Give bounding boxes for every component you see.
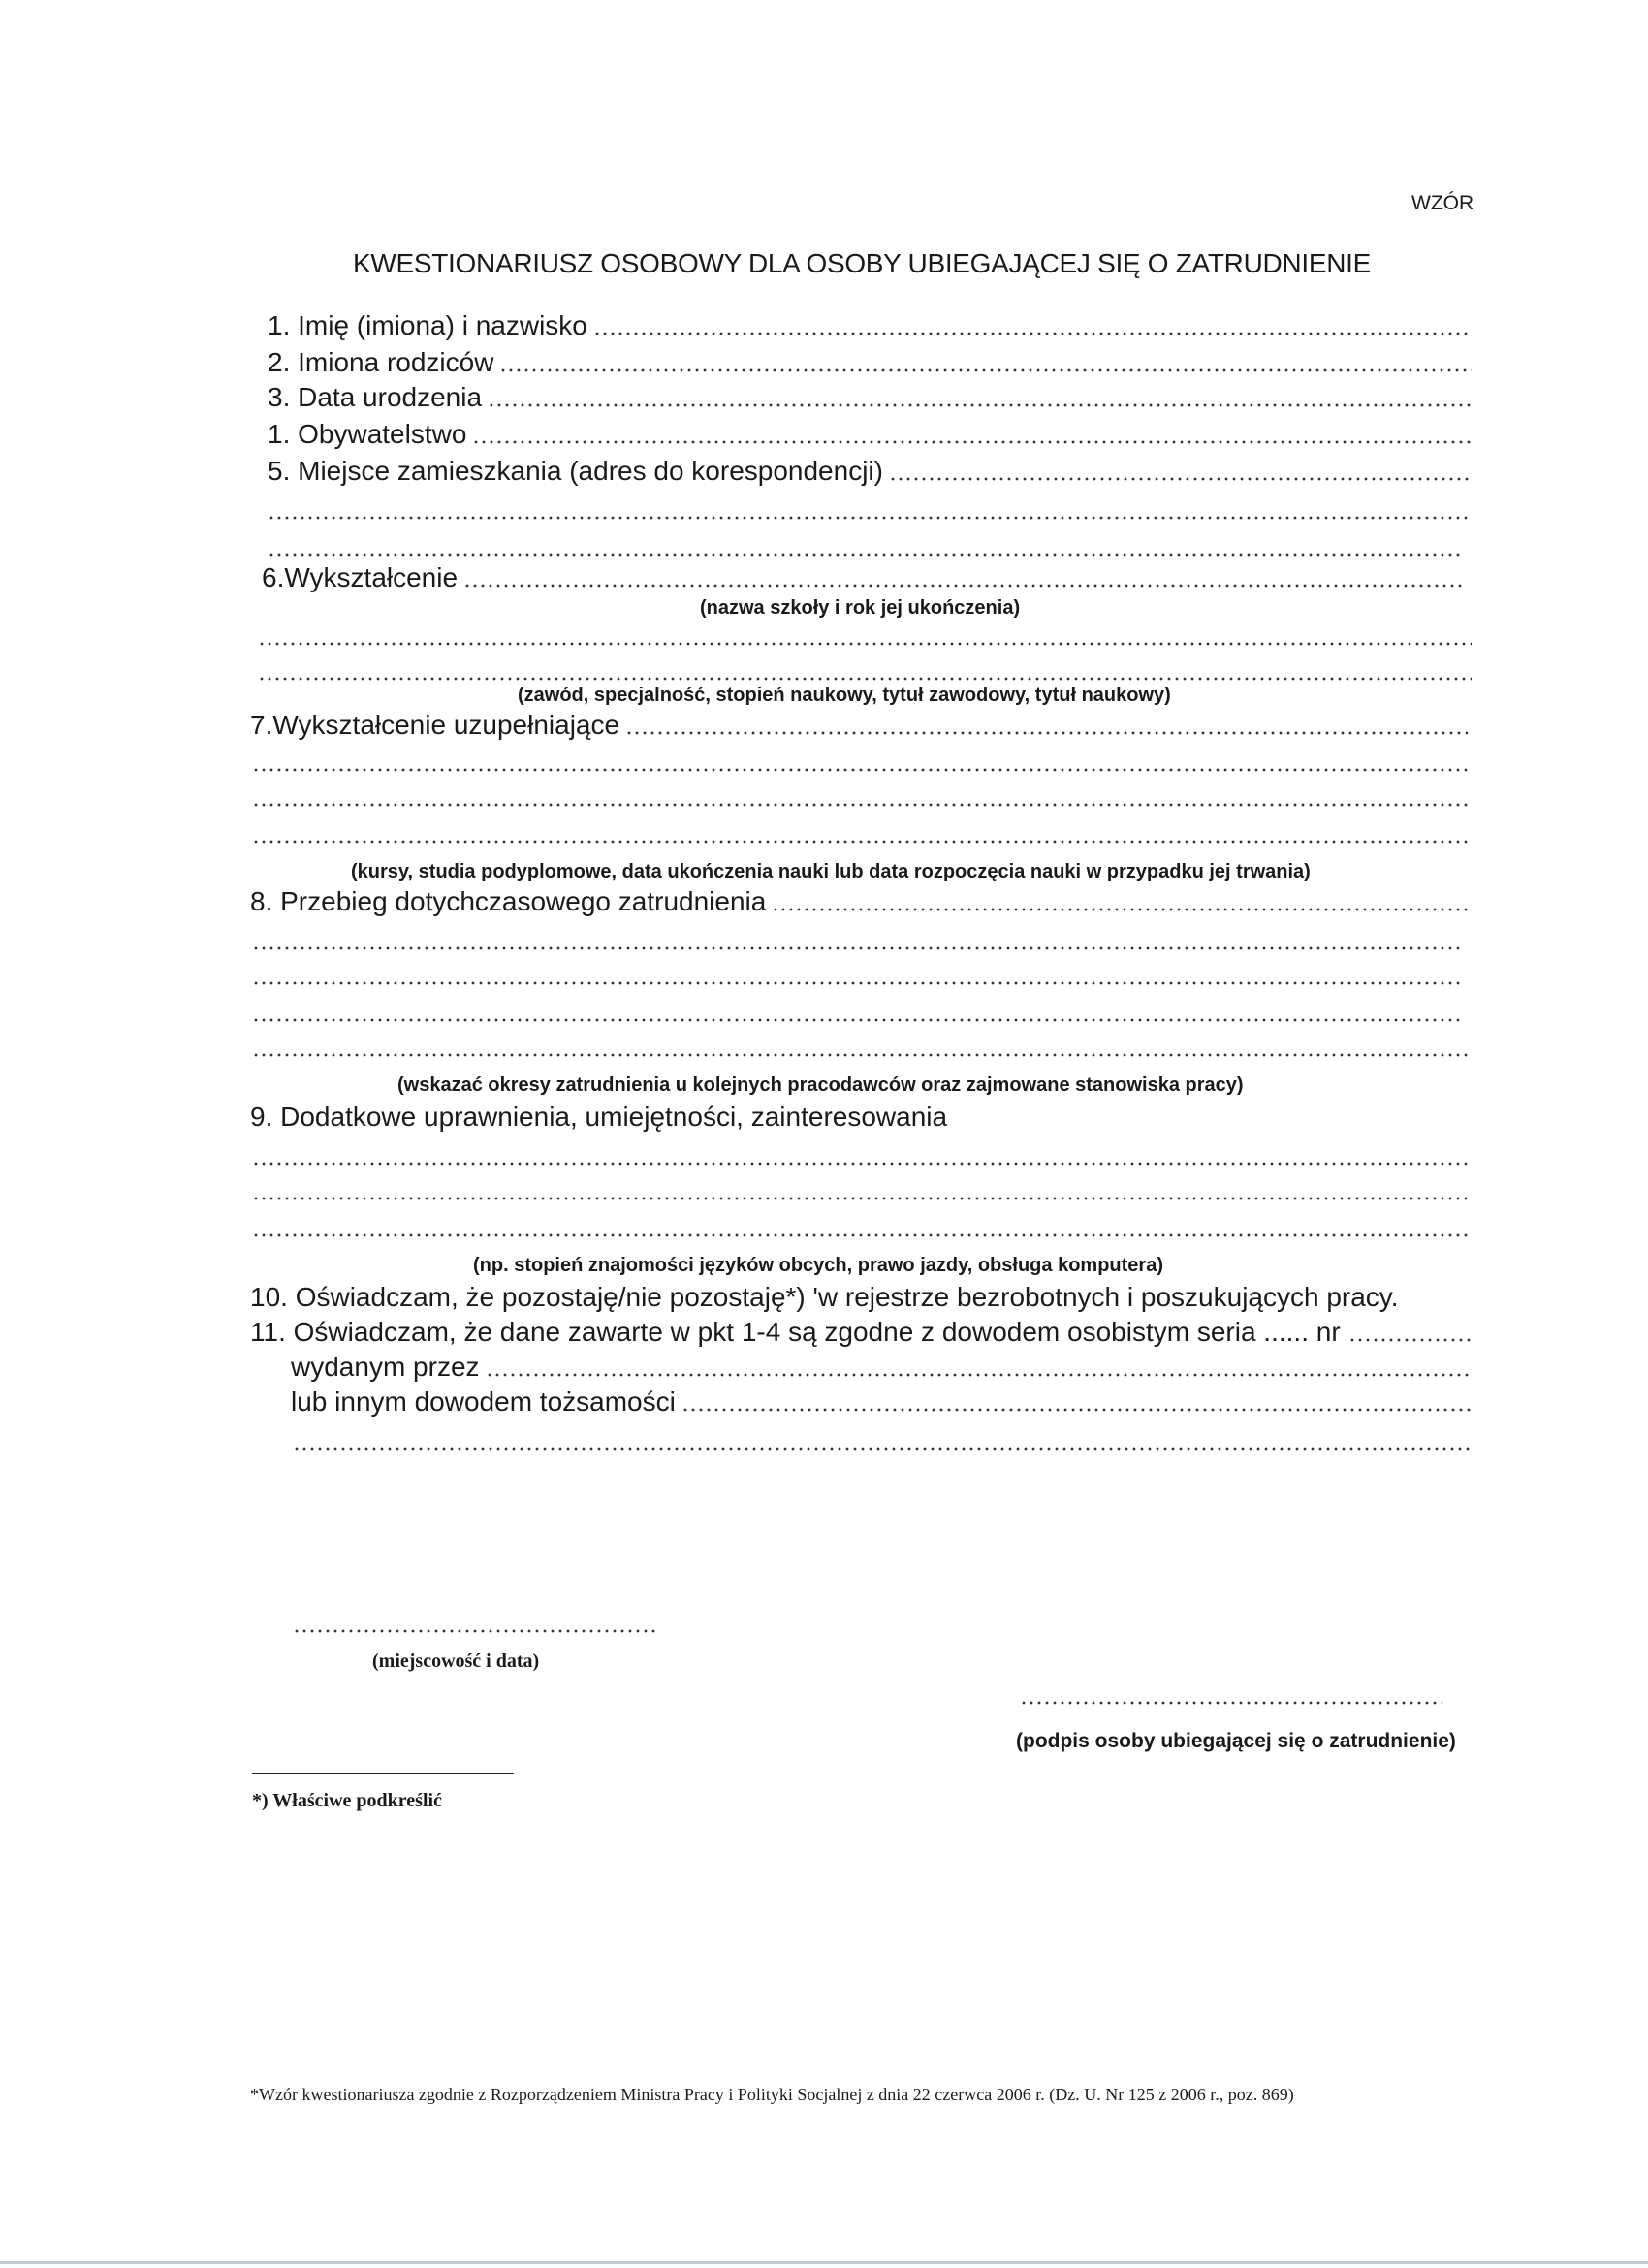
field-address[interactable] xyxy=(268,456,1472,487)
field-address-dots xyxy=(889,477,1472,481)
education-line-2[interactable] xyxy=(258,642,1472,646)
footer-source: *Wzór kwestionariusza zgodnie z Rozporządzeniem Ministra Pracy i Polityki Socjalnej z dnia 22 czerwca 2006 r. (Dz. U. Nr 125 z 2006 r., poz. 869) xyxy=(250,2085,1294,2104)
skills-line-1[interactable] xyxy=(252,1162,1472,1166)
scan-edge xyxy=(0,2261,1648,2264)
field-issued-by-label: wydanym przez xyxy=(291,1352,480,1382)
skills-line-3[interactable] xyxy=(252,1233,1472,1237)
field-additional-education-dots xyxy=(625,731,1468,735)
employment-line-4[interactable] xyxy=(252,1018,1462,1022)
address-line-3[interactable] xyxy=(268,553,1462,557)
other-document-line-2[interactable] xyxy=(293,1447,1472,1451)
field-additional-education-label: 7.Wykształcenie uzupełniające xyxy=(250,710,620,740)
field-other-document[interactable] xyxy=(291,1387,1472,1418)
employment-line-2[interactable] xyxy=(252,946,1462,950)
id-number-dots xyxy=(1348,1338,1472,1342)
footnote-rule xyxy=(252,1773,514,1774)
field-citizenship-label: 1. Obywatelstwo xyxy=(268,419,467,449)
employment-line-3[interactable] xyxy=(252,981,1462,985)
skills-note: (np. stopień znajomości języków obcych, prawo jazdy, obsługa komputera) xyxy=(473,1255,1163,1276)
footnote: *) Właściwe podkreślić xyxy=(252,1790,442,1811)
field-parents-dots xyxy=(499,368,1472,372)
education-line-3[interactable] xyxy=(258,677,1472,681)
field-employment-label: 8. Przebieg dotychczasowego zatrudnienia xyxy=(250,886,767,916)
skills-line-2[interactable] xyxy=(252,1197,1472,1200)
field-citizenship-dots xyxy=(472,440,1472,444)
field-issued-by-dots xyxy=(486,1373,1472,1377)
applicant-signature-line[interactable] xyxy=(1020,1701,1442,1705)
place-date-line[interactable] xyxy=(293,1629,657,1633)
field-birthdate-label: 3. Data urodzenia xyxy=(268,382,483,412)
field-education[interactable] xyxy=(262,562,1464,593)
employment-line-5[interactable] xyxy=(252,1053,1472,1057)
address-line-2[interactable] xyxy=(268,516,1472,520)
field-employment[interactable] xyxy=(250,886,1472,917)
additional-education-line-2[interactable] xyxy=(252,768,1472,772)
field-name-dots xyxy=(593,332,1472,335)
field-name-label: 1. Imię (imiona) i nazwisko xyxy=(268,310,587,340)
statement-id-document[interactable] xyxy=(250,1317,1472,1348)
employment-note: (wskazać okresy zatrudnienia u kolejnych pracodawców oraz zajmowane stanowiska pracy) xyxy=(397,1074,1244,1096)
field-skills-label: 9. Dodatkowe uprawnienia, umiejętności, zainteresowania xyxy=(250,1102,948,1132)
additional-education-line-3[interactable] xyxy=(252,803,1472,807)
field-issued-by[interactable] xyxy=(291,1352,1472,1383)
additional-education-line-4[interactable] xyxy=(252,840,1472,844)
education-title-note: (zawód, specjalność, stopień naukowy, tytuł zawodowy, tytuł naukowy) xyxy=(518,685,1171,706)
field-other-document-dots xyxy=(681,1408,1472,1412)
field-additional-education[interactable] xyxy=(250,710,1468,741)
field-education-dots xyxy=(463,584,1464,588)
field-other-document-label: lub innym dowodem tożsamości xyxy=(291,1387,676,1417)
statement-registry: 10. Oświadczam, że pozostaję/nie pozostaję*) 'w rejestrze bezrobotnych i poszukujących pracy. xyxy=(250,1282,1399,1312)
additional-education-note: (kursy, studia podyplomowe, data ukończenia nauki lub data rozpoczęcia nauki w przypadku jej trwania) xyxy=(351,861,1311,882)
field-name[interactable] xyxy=(268,310,1472,341)
education-school-note: (nazwa szkoły i rok jej ukończenia) xyxy=(700,597,1021,619)
place-date-caption: (miejscowość i data) xyxy=(372,1650,540,1672)
field-birthdate-dots xyxy=(488,403,1472,407)
applicant-signature-caption: (podpis osoby ubiegającej się o zatrudnienie) xyxy=(1016,1730,1456,1752)
field-citizenship[interactable] xyxy=(268,419,1472,450)
wzor-label: WZÓR xyxy=(1411,192,1474,214)
page-title: KWESTIONARIUSZ OSOBOWY DLA OSOBY UBIEGAJĄCEJ SIĘ O ZATRUDNIENIE xyxy=(353,248,1371,278)
field-address-label: 5. Miejsce zamieszkania (adres do korespondencji) xyxy=(268,456,883,486)
field-education-label: 6.Wykształcenie xyxy=(262,562,459,592)
statement-id-label: 11. Oświadczam, że dane zawarte w pkt 1-4 są zgodne z dowodem osobistym seria ...... nr xyxy=(250,1317,1341,1347)
field-parents[interactable] xyxy=(268,347,1472,378)
field-birthdate[interactable] xyxy=(268,382,1472,413)
field-employment-dots xyxy=(772,908,1472,911)
field-parents-label: 2. Imiona rodziców xyxy=(268,347,494,377)
